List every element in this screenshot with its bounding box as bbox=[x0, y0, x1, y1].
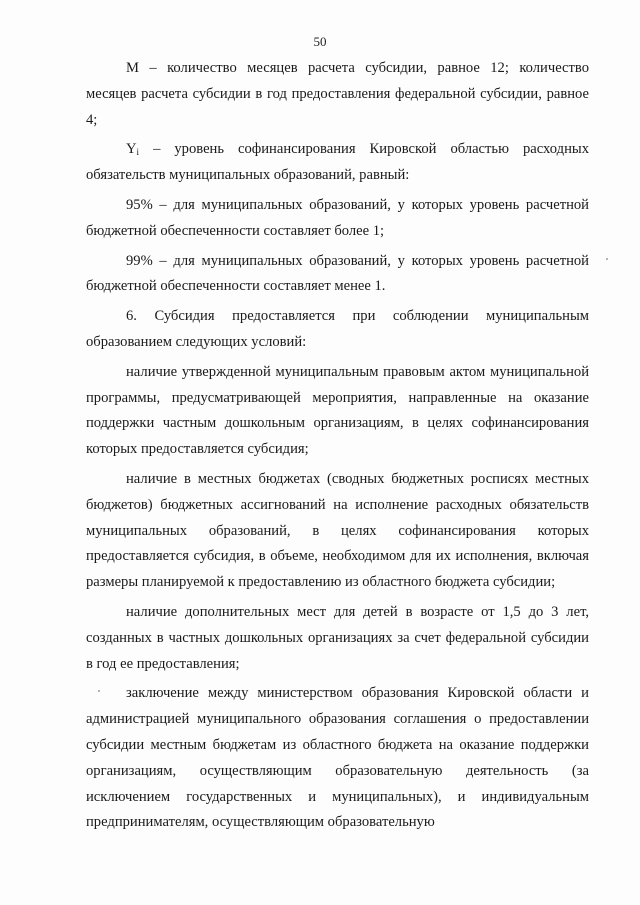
y-definition-text: – уровень софинансирования Кировской областью расходных обязательств муниципальных образований, равный: bbox=[86, 141, 589, 184]
y-symbol: Y bbox=[126, 141, 137, 158]
paragraph-item-6: 6. Субсидия предоставляется при соблюдении муниципальным образованием следующих условий: bbox=[86, 308, 589, 350]
document-body bbox=[86, 56, 589, 840]
paragraph-condition-budget: наличие в местных бюджетах (сводных бюджетных росписях местных бюджетов) бюджетных ассигнований на исполнение расходных обязательств муниципальных образований, в целях софинансирования которых предоставляется субсидия, в объеме, необходимом для их исполнения, включая размеры планируемой к предоставлению из областного бюджета субсидии; bbox=[86, 470, 589, 591]
paragraph-m-definition: M – количество месяцев расчета субсидии, равное 12; количество месяцев расчета субсидии в год предоставления федеральной субсидии, равное 4; bbox=[86, 60, 589, 128]
scan-speck bbox=[606, 258, 608, 260]
paragraph-y-definition bbox=[86, 137, 589, 189]
paragraph-99-percent: 99% – для муниципальных образований, у которых уровень расчетной бюджетной обеспеченности составляет менее 1. bbox=[86, 252, 589, 295]
scan-speck bbox=[98, 690, 100, 692]
page-number: 50 bbox=[313, 34, 327, 49]
paragraph-condition-places: наличие дополнительных мест для детей в возрасте от 1,5 до 3 лет, созданных в частных дошкольных организациях за счет федеральной субсидии в год ее предоставления; bbox=[86, 603, 589, 672]
y-subscript: i bbox=[136, 147, 140, 158]
paragraph-95-percent: 95% – для муниципальных образований, у которых уровень расчетной бюджетной обеспеченности составляет более 1; bbox=[86, 196, 589, 239]
paragraph-condition-program: наличие утвержденной муниципальным правовым актом муниципальной программы, предусматривающей мероприятия, направленные на оказание поддержки частным дошкольным организациям, в целях софинансирования которых предоставляется субсидия; bbox=[86, 363, 589, 458]
paragraph-condition-agreement: заключение между министерством образования Кировской области и администрацией муниципального образования соглашения о предоставлении субсидии местным бюджетам из областного бюджета на оказание поддержки организациям, осуществляющим образовательную деятельность (за исключением государственных и муниципальных), и индивидуальным предпринимателям, осуществляющим образовательную bbox=[86, 685, 589, 831]
